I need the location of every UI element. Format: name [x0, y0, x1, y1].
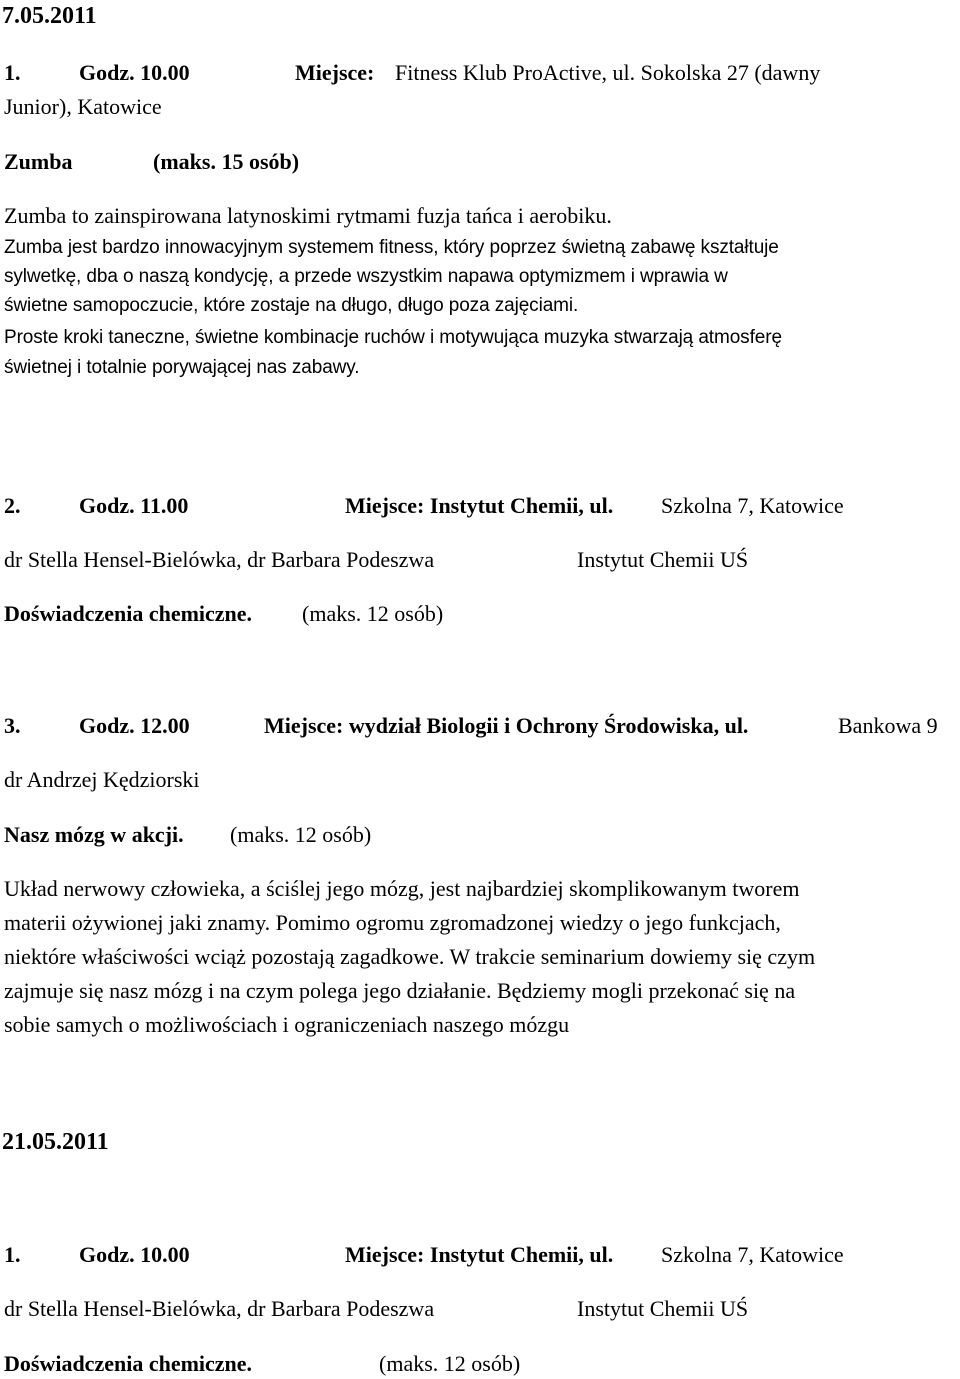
event-presenters: dr Stella Hensel-Bielówka, dr Barbara Podeszwa [4, 1296, 435, 1321]
description-line: Zumba to zainspirowana latynoskimi rytmami fuzja tańca i aerobiku. [4, 203, 612, 228]
event-title: Zumba [4, 149, 73, 174]
event-capacity: (maks. 12 osób) [379, 1351, 521, 1376]
description-line: sobie samych o możliwościach i ograniczeniach naszego mózgu [4, 1012, 570, 1037]
event-place: Fitness Klub ProActive, ul. Sokolska 27 (dawny [395, 60, 821, 85]
event-place-label: Miejsce: Instytut Chemii, ul. [345, 493, 614, 518]
description-line: świetne samopoczucie, które zostaje na długo, długo poza zajęciami. [4, 295, 579, 316]
event-place: Szkolna 7, Katowice [661, 1242, 844, 1267]
event-number: 3. [4, 713, 21, 738]
description-line: sylwetkę, dba o naszą kondycję, a przede wszystkim napawa optymizmem i wprawia w [4, 266, 728, 287]
event-place: Bankowa 9 [838, 713, 938, 738]
event-time: Godz. 12.00 [79, 713, 190, 738]
description-line: świetnej i totalnie porywającej nas zabawy. [4, 357, 360, 378]
event-capacity: (maks. 15 osób) [153, 149, 300, 174]
event-number: 2. [4, 493, 21, 518]
event-time: Godz. 10.00 [79, 1242, 190, 1267]
event-number: 1. [4, 1242, 21, 1267]
event-time: Godz. 10.00 [79, 60, 190, 85]
description-line: Proste kroki taneczne, świetne kombinacje ruchów i motywująca muzyka stwarzają atmosferę [4, 327, 782, 348]
event-title: Nasz mózg w akcji. [4, 822, 184, 847]
description-line: Zumba jest bardzo innowacyjnym systemem fitness, który poprzez świetną zabawę kształtuje [4, 237, 779, 258]
description-line: materii ożywionej jaki znamy. Pomimo ogromu zgromadzonej wiedzy o jego funkcjach, [4, 910, 781, 935]
event-place-label: Miejsce: Instytut Chemii, ul. [345, 1242, 614, 1267]
event-place: Szkolna 7, Katowice [661, 493, 844, 518]
event-place-label: Miejsce: wydział Biologii i Ochrony Środowiska, ul. [264, 713, 749, 738]
section-date: 7.05.2011 [2, 3, 97, 29]
event-place-label: Miejsce: [295, 60, 375, 85]
event-presenters: dr Stella Hensel-Bielówka, dr Barbara Podeszwa [4, 547, 435, 572]
event-capacity: (maks. 12 osób) [302, 601, 444, 626]
event-institution: Instytut Chemii UŚ [577, 1296, 749, 1321]
event-title: Doświadczenia chemiczne. [4, 1351, 253, 1376]
event-title: Doświadczenia chemiczne. [4, 601, 253, 626]
section-date: 21.05.2011 [2, 1129, 109, 1155]
event-time: Godz. 11.00 [79, 493, 189, 518]
event-number: 1. [4, 60, 21, 85]
description-line: zajmuje się nasz mózg i na czym polega jego działanie. Będziemy mogli przekonać się na [4, 978, 796, 1003]
description-line: Układ nerwowy człowieka, a ściślej jego mózg, jest najbardziej skomplikowanym tworem [4, 876, 800, 901]
event-capacity: (maks. 12 osób) [230, 822, 372, 847]
event-place-continued: Junior), Katowice [4, 94, 162, 119]
description-line: niektóre właściwości wciąż pozostają zagadkowe. W trakcie seminarium dowiemy się czym [4, 944, 816, 969]
event-institution: Instytut Chemii UŚ [577, 547, 749, 572]
event-presenters: dr Andrzej Kędziorski [4, 767, 200, 792]
